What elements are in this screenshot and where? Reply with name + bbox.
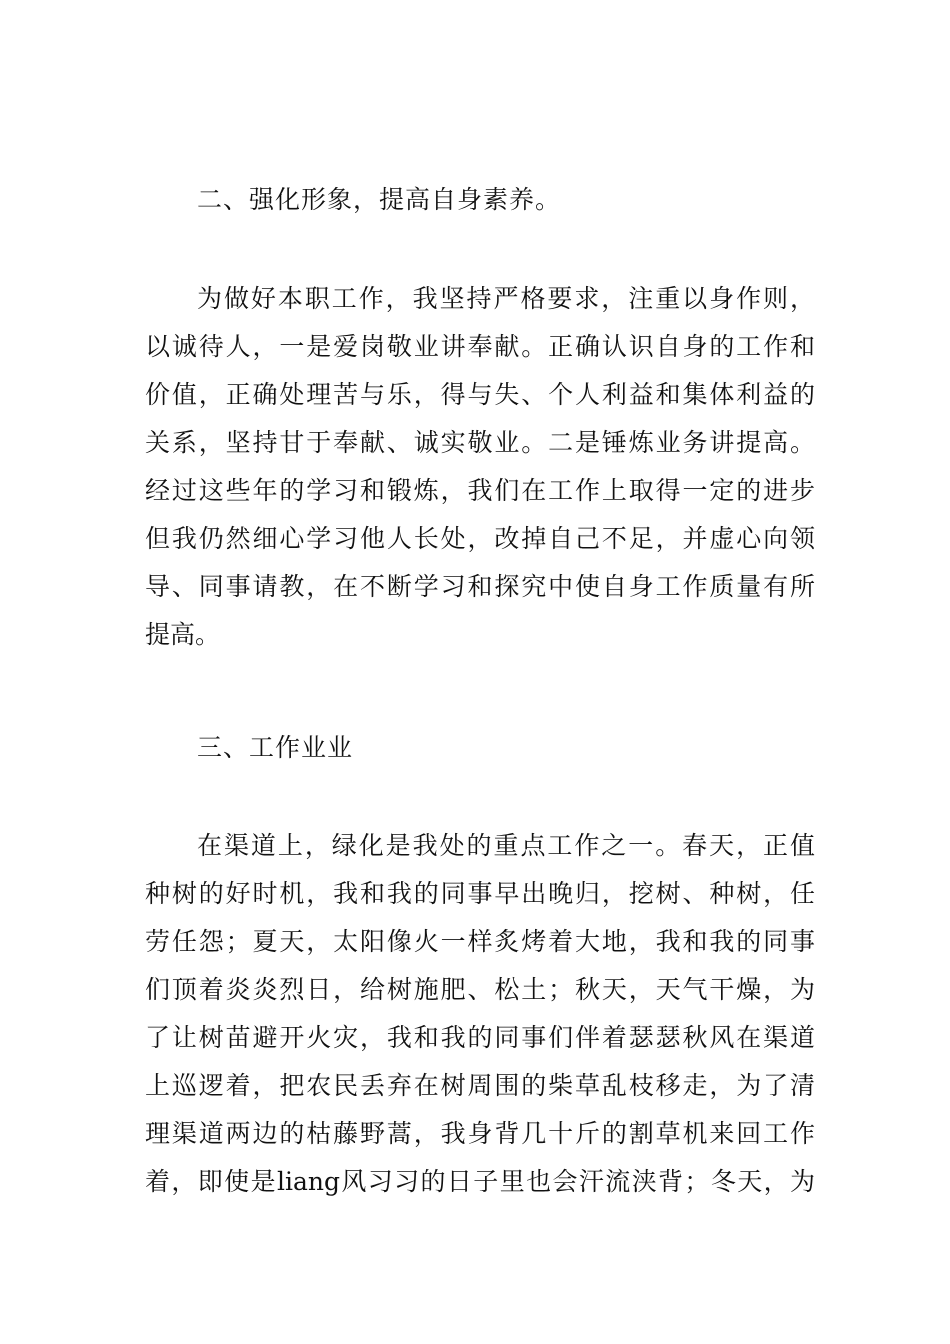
section-2-heading: 二、强化形象，提高自身素养。 xyxy=(197,185,562,214)
paragraph-line: 关系，坚持甘于奉献、诚实敬业。二是锤炼业务讲提高。 xyxy=(145,428,815,457)
section-3-paragraph xyxy=(145,822,815,1206)
paragraph-line: 在渠道上，绿化是我处的重点工作之一。春天，正值 xyxy=(197,831,815,860)
section-3-heading: 三、工作业业 xyxy=(197,733,354,762)
section-2-paragraph xyxy=(145,275,815,659)
paragraph-line: 导、同事请教，在不断学习和探究中使自身工作质量有所 xyxy=(145,572,815,601)
paragraph-line: 种树的好时机，我和我的同事早出晚归，挖树、种树，任 xyxy=(145,879,815,908)
paragraph-line: 以诚待人，一是爱岗敬业讲奉献。正确认识自身的工作和 xyxy=(145,332,815,361)
paragraph-line: 劳任怨；夏天，太阳像火一样炙烤着大地，我和我的同事 xyxy=(145,927,815,956)
paragraph-line: 上巡逻着，把农民丢弃在树周围的柴草乱枝移走，为了清 xyxy=(145,1071,815,1100)
paragraph-line: 提高。 xyxy=(145,620,221,649)
paragraph-line: 理渠道两边的枯藤野蒿，我身背几十斤的割草机来回工作 xyxy=(145,1119,815,1148)
paragraph-line: 但我仍然细心学习他人长处，改掉自己不足，并虚心向领 xyxy=(145,524,815,553)
paragraph-line: 价值，正确处理苦与乐，得与失、个人利益和集体利益的 xyxy=(145,380,815,409)
paragraph-line: 着，即使是liang风习习的日子里也会汗流浃背；冬天，为 xyxy=(145,1167,815,1196)
paragraph-line: 了让树苗避开火灾，我和我的同事们伴着瑟瑟秋风在渠道 xyxy=(145,1023,815,1052)
paragraph-line: 经过这些年的学习和锻炼，我们在工作上取得一定的进步 xyxy=(145,476,815,505)
paragraph-line: 们顶着炎炎烈日，给树施肥、松土；秋天，天气干燥，为 xyxy=(145,975,815,1004)
paragraph-line: 为做好本职工作，我坚持严格要求，注重以身作则， xyxy=(197,284,815,313)
